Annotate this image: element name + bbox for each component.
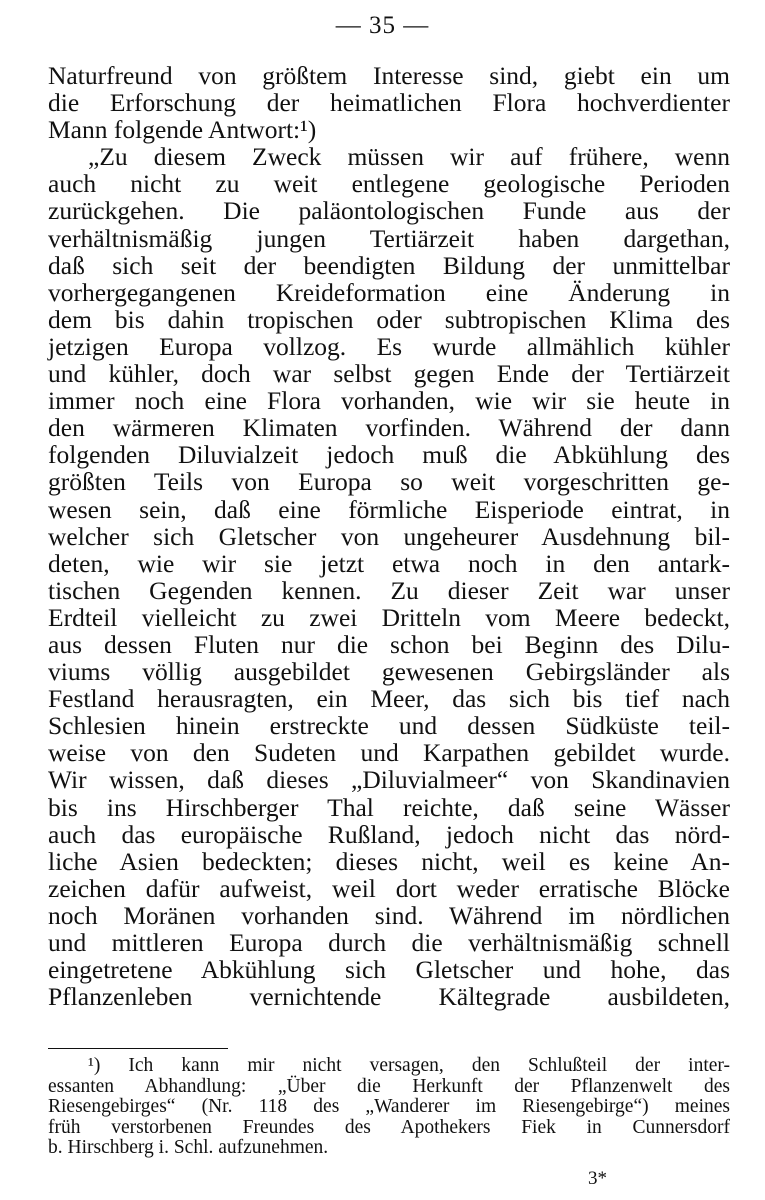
text-line: eingetretene Abkühlung sich Gletscher und hohe, das <box>48 955 730 985</box>
text-line: dem bis dahin tropischen oder subtropischen Klima des <box>48 304 730 334</box>
text-line: Pflanzenleben vernichtende Kältegrade ausbildeten, <box>48 982 730 1012</box>
footnote <box>48 1056 730 1159</box>
text-line: Wir wissen, daß dieses „Diluvialmeer“ von Skandinavien <box>48 765 730 795</box>
page-number: — 35 — <box>335 12 430 39</box>
text-line: aus dessen Fluten nur die schon bei Beginn des Dilu- <box>48 629 730 659</box>
footnote-divider <box>48 1048 228 1049</box>
text-line: jetzigen Europa vollzog. Es wurde allmählich kühler <box>48 331 730 361</box>
text-line: Schlesien hinein erstreckte und dessen Südküste teil- <box>48 711 730 741</box>
text-line: verhältnismäßig jungen Tertiärzeit haben dargethan, <box>48 223 730 253</box>
text-line: viums völlig ausgebildet gewesenen Gebirgsländer als <box>48 657 730 687</box>
text-line: bis ins Hirschberger Thal reichte, daß seine Wässer <box>48 792 730 822</box>
text-line: die Erforschung der heimatlichen Flora hochverdienter <box>48 88 730 118</box>
text-line: wesen sein, daß eine förmliche Eisperiode eintrat, in <box>48 494 730 524</box>
text-line: den wärmeren Klimaten vorfinden. Während der dann <box>48 413 730 443</box>
text-line: und mittleren Europa durch die verhältnismäßig schnell <box>48 928 730 957</box>
text-line: vorhergegangenen Kreideformation eine Änderung in <box>48 277 730 307</box>
body-text <box>48 62 730 1010</box>
text-line: daß sich seit der beendigten Bildung der unmittelbar <box>48 250 730 280</box>
text-line: Naturfreund von größtem Interesse sind, giebt ein um <box>48 61 730 90</box>
text-line: weise von den Sudeten und Karpathen gebildet wurde. <box>48 738 730 768</box>
text-line: auch das europäische Rußland, jedoch nicht das nörd- <box>48 819 730 849</box>
text-line: auch nicht zu weit entlegene geologische Perioden <box>48 169 730 199</box>
footnote-line: Riesengebirges“ (Nr. 118 des „Wanderer im Riesengebirge“) meines <box>48 1096 730 1118</box>
text-line: und kühler, doch war selbst gegen Ende der Tertiärzeit <box>48 359 730 389</box>
text-line: Festland herausragten, ein Meer, das sich bis tief nach <box>48 684 730 714</box>
text-line: zeichen dafür aufweist, weil dort weder erratische Blöcke <box>48 873 730 903</box>
text-line: zurückgehen. Die paläontologischen Funde aus der <box>48 196 730 226</box>
text-line: deten, wie wir sie jetzt etwa noch in den antark- <box>48 548 730 578</box>
text-line: welcher sich Gletscher von ungeheurer Ausdehnung bil- <box>48 521 730 551</box>
text-line: liche Asien bedeckten; dieses nicht, weil es keine An- <box>48 846 730 876</box>
footnote-line: ¹) Ich kann mir nicht versagen, den Schlußteil der inter- <box>88 1055 730 1076</box>
text-line: Erdteil vielleicht zu zwei Dritteln vom Meere bedeckt, <box>48 602 730 632</box>
text-line: größten Teils von Europa so weit vorgeschritten ge- <box>48 467 730 497</box>
footnote-line: b. Hirschberg i. Schl. aufzunehmen. <box>48 1137 329 1159</box>
footnote-line: früh verstorbenen Freundes des Apothekers Fiek in Cunnersdorf <box>48 1116 730 1138</box>
text-line: tischen Gegenden kennen. Zu dieser Zeit war unser <box>48 575 730 605</box>
text-line: noch Moränen vorhanden sind. Während im nördlichen <box>48 900 730 930</box>
text-line: immer noch eine Flora vorhanden, wie wir sie heute in <box>48 386 730 416</box>
text-line: Mann folgende Antwort:¹) <box>48 115 317 145</box>
text-line: „Zu diesem Zweck müssen wir auf frühere, wenn <box>88 142 730 172</box>
signature-mark: 3* <box>588 1168 607 1189</box>
footnote-line: essanten Abhandlung: „Über die Herkunft der Pflanzenwelt des <box>48 1075 730 1097</box>
text-line: folgenden Diluvialzeit jedoch muß die Abkühlung des <box>48 440 730 470</box>
